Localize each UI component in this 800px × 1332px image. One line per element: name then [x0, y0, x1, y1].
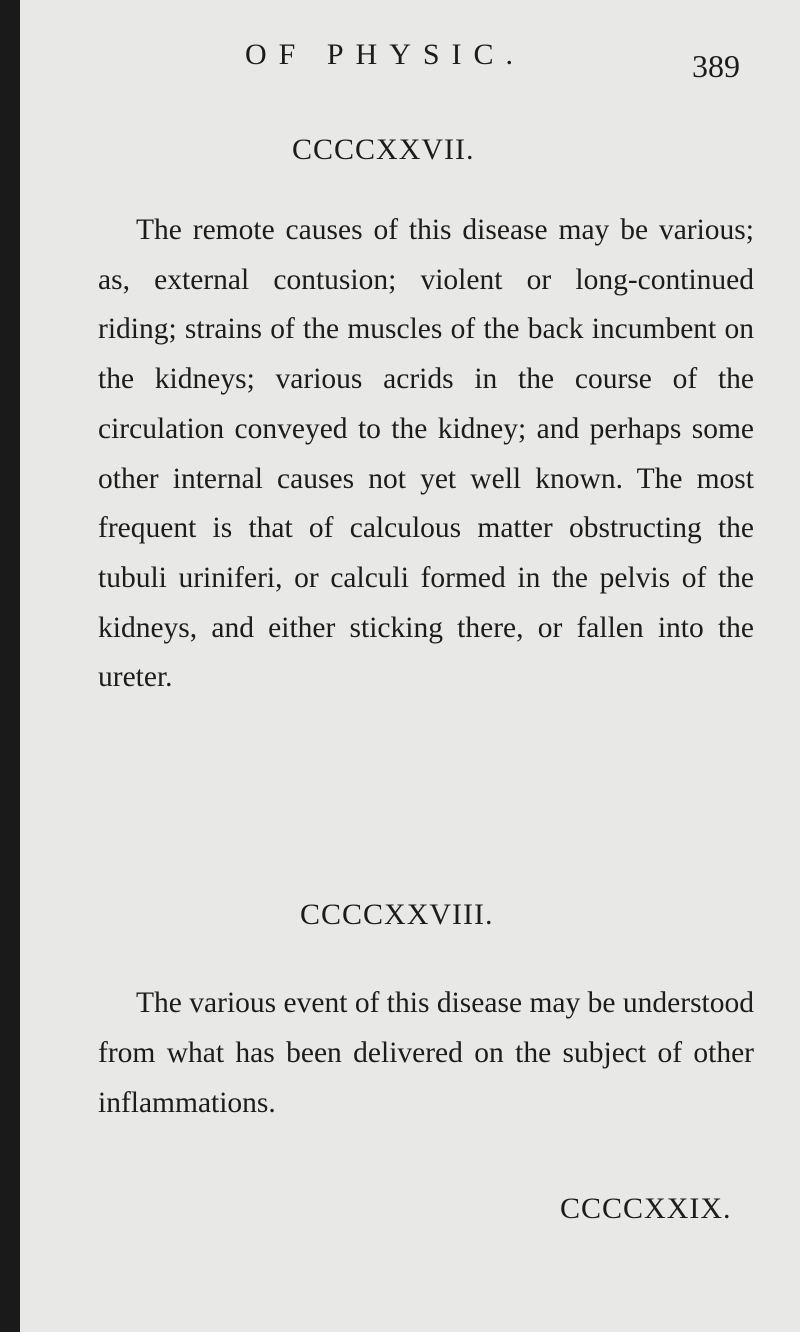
book-page	[20, 0, 800, 1332]
section-paragraph: The various event of this disease may be understood from what has been delivered on the subject of other inflammations.	[98, 987, 754, 1119]
running-title: OF PHYSIC.	[245, 38, 526, 71]
page-number: 389	[692, 48, 740, 84]
catchword: CCCCXXIX.	[560, 1192, 732, 1225]
section-heading: CCCCXXVII.	[292, 133, 475, 166]
section-paragraph: The remote causes of this disease may be various; as, external contusion; violent or long-continued riding; strains of the muscles of the back incumbent on the kidneys; various acrids in the course of the circulation conveyed to the kidney; and perhaps some other internal causes not yet well known. The most frequent is that of calculous matter obstructing the tubuli uriniferi, or calculi formed in the pelvis of the kidneys, and either sticking there, or fallen into the ureter.	[98, 214, 754, 694]
section-heading: CCCCXXVIII.	[300, 898, 494, 931]
